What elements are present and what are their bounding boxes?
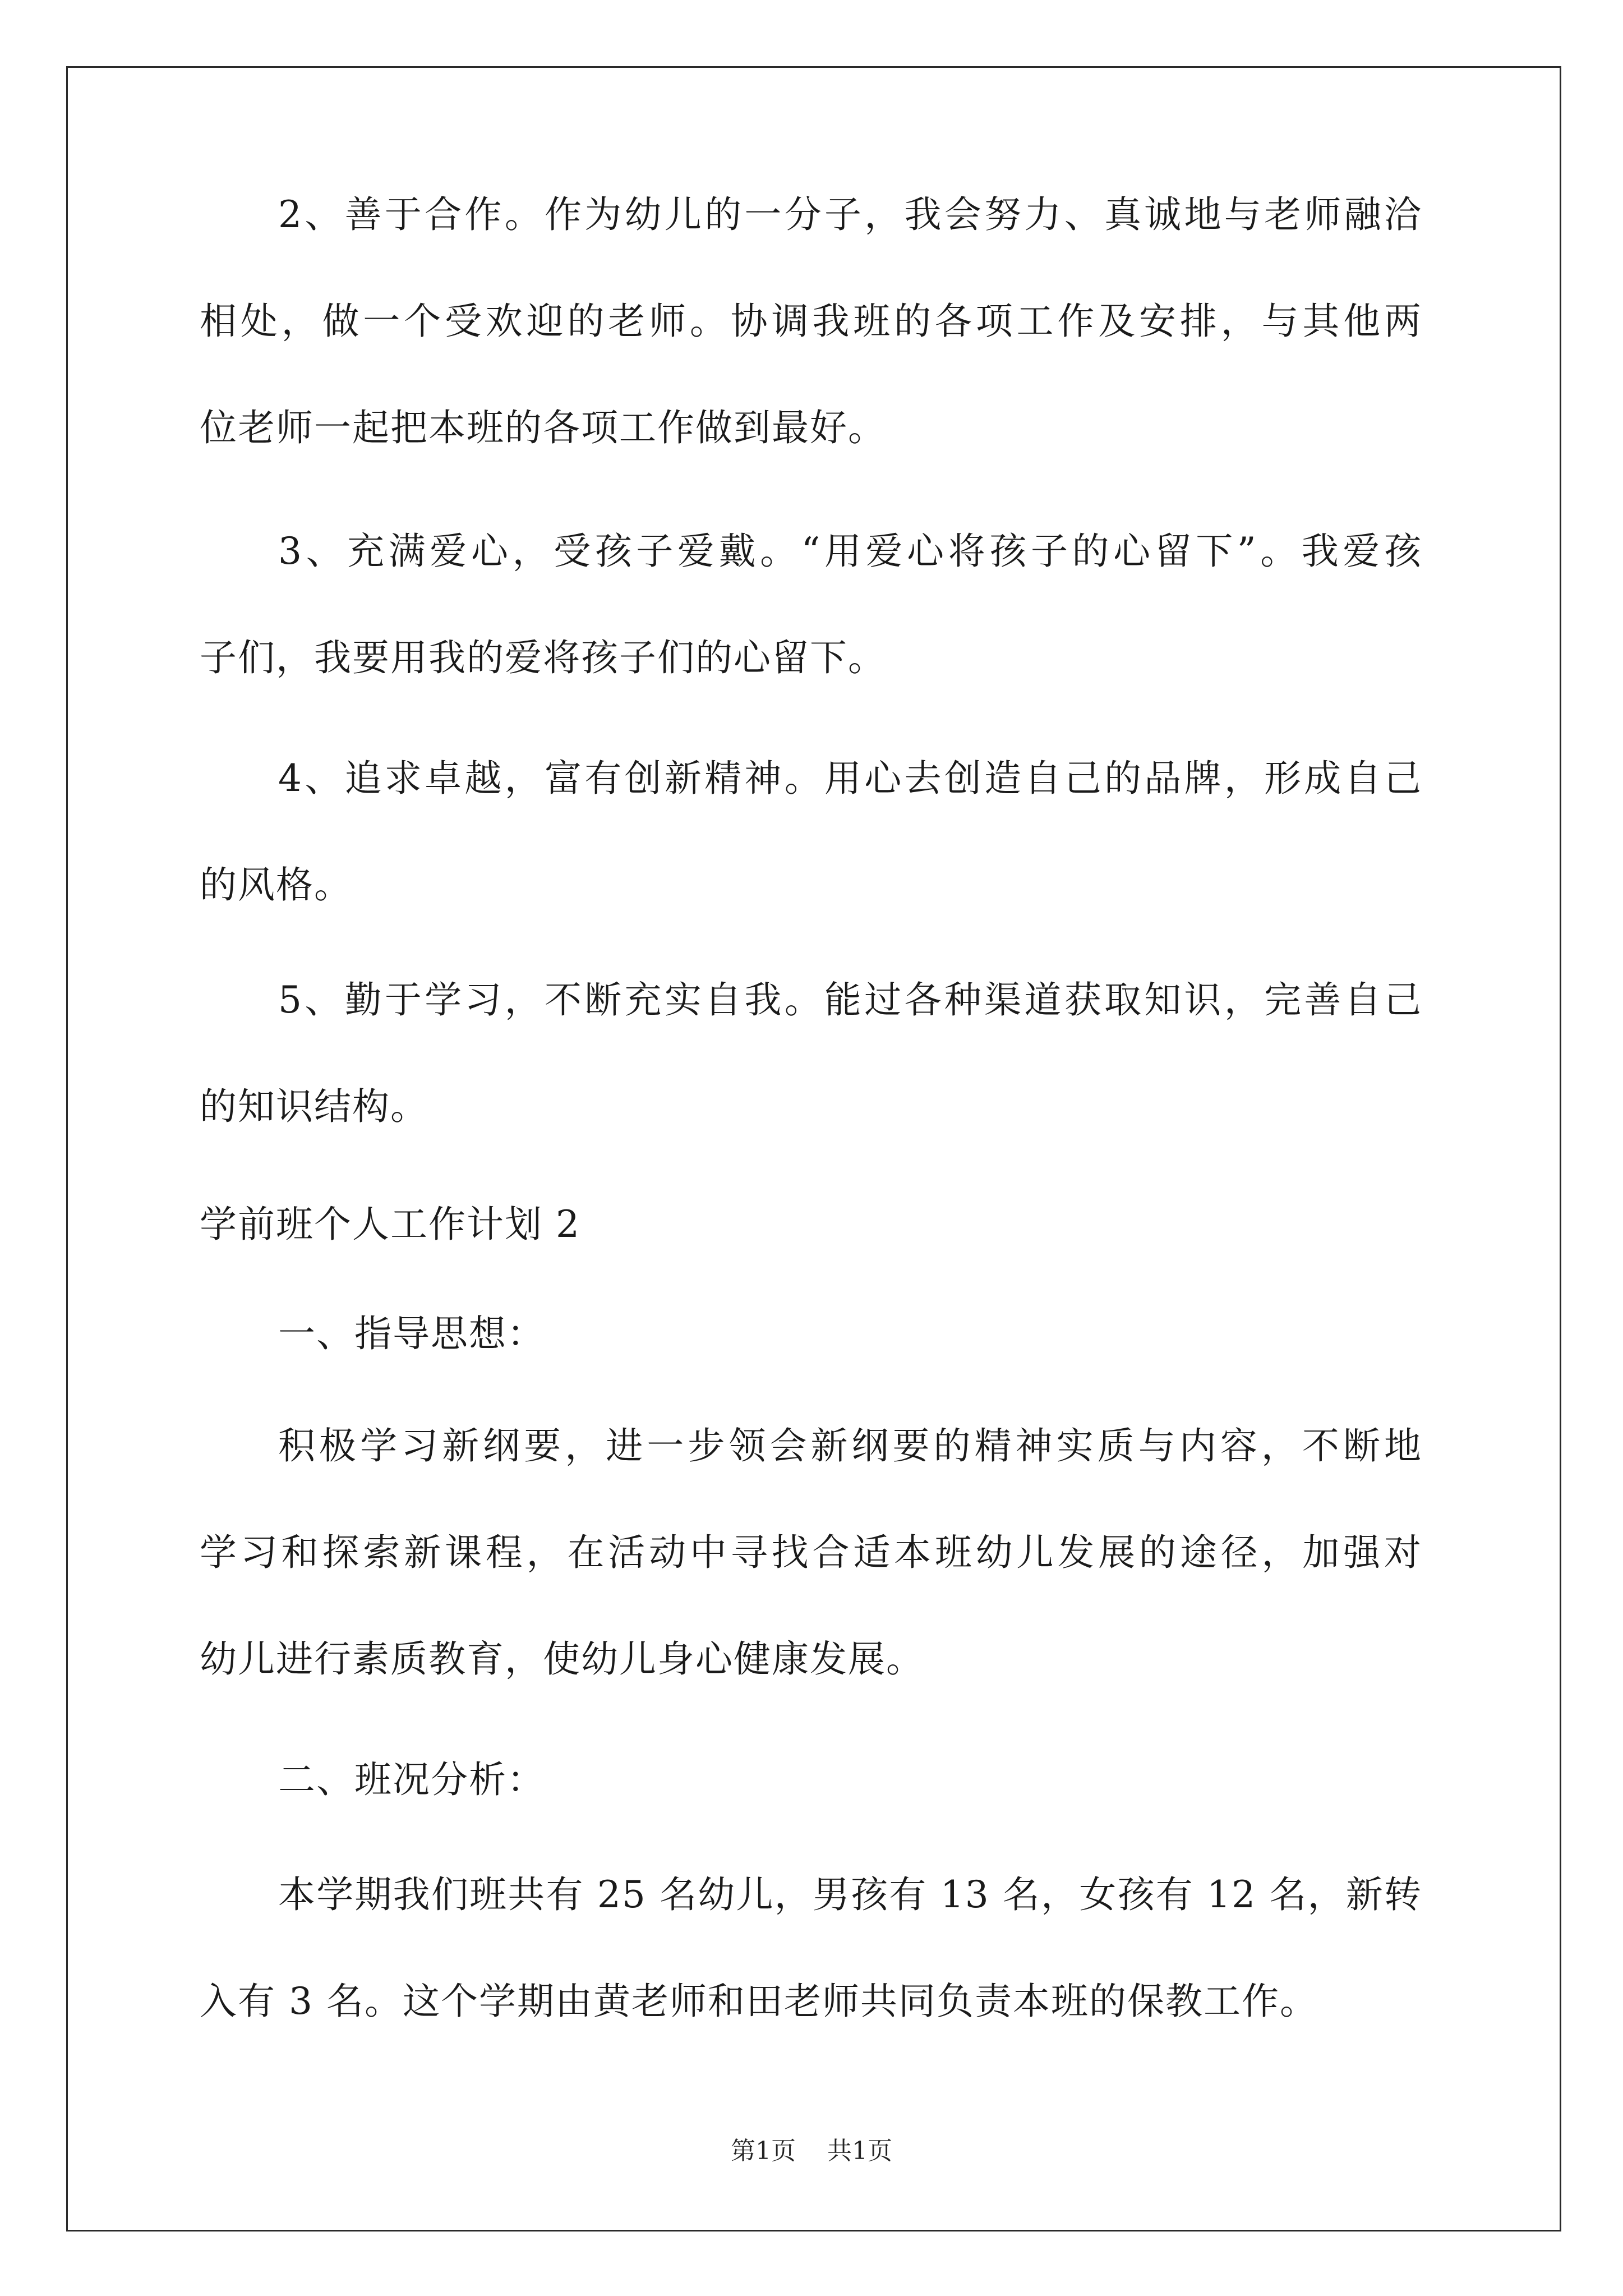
paragraph-line: 2、善于合作。作为幼儿的一分子，我会努力、真诚地与老师融洽 xyxy=(278,193,1422,236)
paragraph-line: 的风格。 xyxy=(200,863,352,907)
paragraph-line: 子们，我要用我的爱将孩子们的心留下。 xyxy=(200,636,886,679)
paragraph-line: 的知识结构。 xyxy=(200,1085,428,1128)
subsection-heading: 一、指导思想： xyxy=(278,1312,545,1355)
paragraph-line: 相处，做一个受欢迎的老师。协调我班的各项工作及安排，与其他两 xyxy=(200,300,1422,343)
paragraph-line: 入有 3 名。这个学期由黄老师和田老师共同负责本班的保教工作。 xyxy=(200,1980,1318,2023)
section-heading: 学前班个人工作计划 2 xyxy=(200,1203,580,1246)
page-total: 共1页 xyxy=(827,2137,892,2165)
paragraph-line: 4、追求卓越，富有创新精神。用心去创造自己的品牌，形成自己 xyxy=(278,757,1422,800)
paragraph-line: 本学期我们班共有 25 名幼儿，男孩有 13 名，女孩有 12 名，新转 xyxy=(278,1873,1422,1916)
paragraph-line: 学习和探索新课程，在活动中寻找合适本班幼儿发展的途径，加强对 xyxy=(200,1531,1422,1574)
paragraph-line: 5、勤于学习，不断充实自我。能过各种渠道获取知识，完善自己 xyxy=(278,978,1422,1022)
subsection-heading: 二、班况分析： xyxy=(278,1758,545,1801)
paragraph-line: 位老师一起把本班的各项工作做到最好。 xyxy=(200,406,886,449)
page-number: 第1页 xyxy=(731,2137,796,2165)
page-footer xyxy=(0,2131,1623,2166)
paragraph-line: 幼儿进行素质教育，使幼儿身心健康发展。 xyxy=(200,1637,924,1681)
paragraph-line: 3、充满爱心，受孩子爱戴。“用爱心将孩子的心留下”。我爱孩 xyxy=(278,530,1422,573)
paragraph-line: 积极学习新纲要，进一步领会新纲要的精神实质与内容，不断地 xyxy=(278,1424,1422,1467)
